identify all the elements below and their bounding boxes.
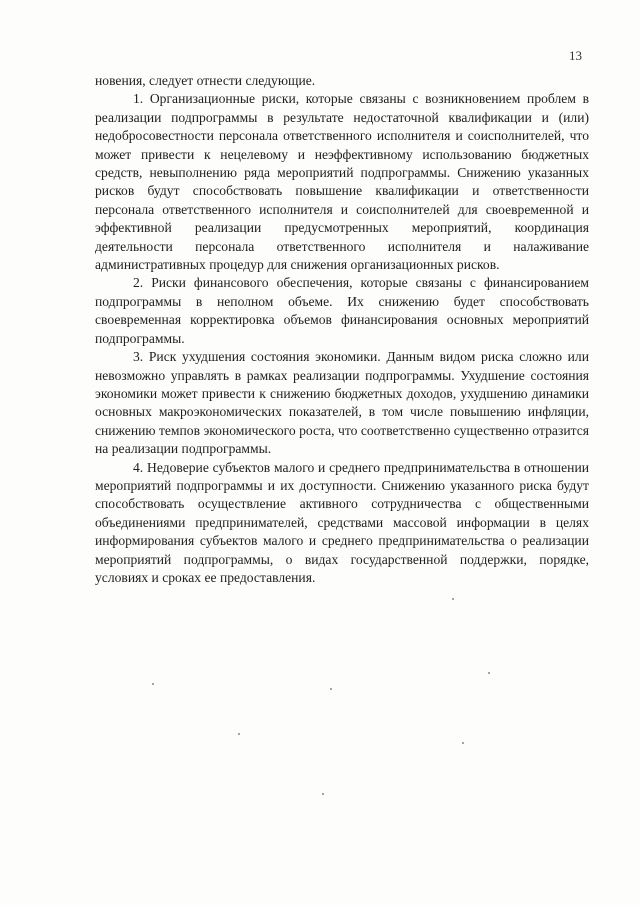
paragraph-organizational-risks: 1. Организационные риски, которые связаны с возникновением проблем в реализации подпрограммы в результате недостаточной квалификации и (или) недобросовестности персонала ответственного исполнителя и соисполнителей, что может привести к нецелевому и неэффективному использованию бюджетных средств, невыполнению ряда мероприятий подпрограммы. Снижению указанных рисков будут способствовать повышение квалификации и ответственности персонала ответственного исполнителя и соисполнителей для своевременной и эффективной реализации предусмотренных мероприятий, координация деятельности персонала ответственного исполнителя и налаживание административных процедур для снижения организационных рисков.	[95, 91, 589, 273]
paragraph-continuation: новения, следует отнести следующие.	[95, 73, 316, 88]
paragraph-distrust-risk: 4. Недоверие субъектов малого и среднего предпринимательства в отношении мероприятий подпрограммы и их доступности. Снижению указанного риска будут способствовать осуществление активного сотрудничества с общественными объединениями предпринимателей, средствами массовой информации в целях информирования субъектов малого и среднего предпринимательства о реализации мероприятий подпрограммы, о видах государственной поддержки, порядке, условиях и сроках ее предоставления.	[95, 459, 589, 585]
scan-speck	[152, 683, 154, 685]
scan-speck	[322, 793, 324, 795]
scan-speck	[452, 598, 454, 600]
scan-speck	[488, 672, 490, 674]
body-text	[95, 72, 589, 587]
scan-speck	[238, 733, 240, 735]
scan-speck	[330, 688, 332, 690]
paragraph-financial-risks: 2. Риски финансового обеспечения, которые связаны с финансированием подпрограммы в неполном объеме. Их снижению будет способствовать своевременная корректировка объемов финансирования основных мероприятий подпрограммы.	[95, 275, 589, 346]
scan-speck	[462, 742, 464, 744]
page-number: 13	[569, 48, 582, 63]
paragraph-economic-risk: 3. Риск ухудшения состояния экономики. Данным видом риска сложно или невозможно управлять в рамках реализации подпрограммы. Ухудшение состояния экономики может привести к снижению бюджетных доходов, ухудшению динамики основных макроэкономических показателей, в том числе повышению инфляции, снижению темпов экономического роста, что соответственно существенно отразится на реализации подпрограммы.	[95, 349, 589, 457]
